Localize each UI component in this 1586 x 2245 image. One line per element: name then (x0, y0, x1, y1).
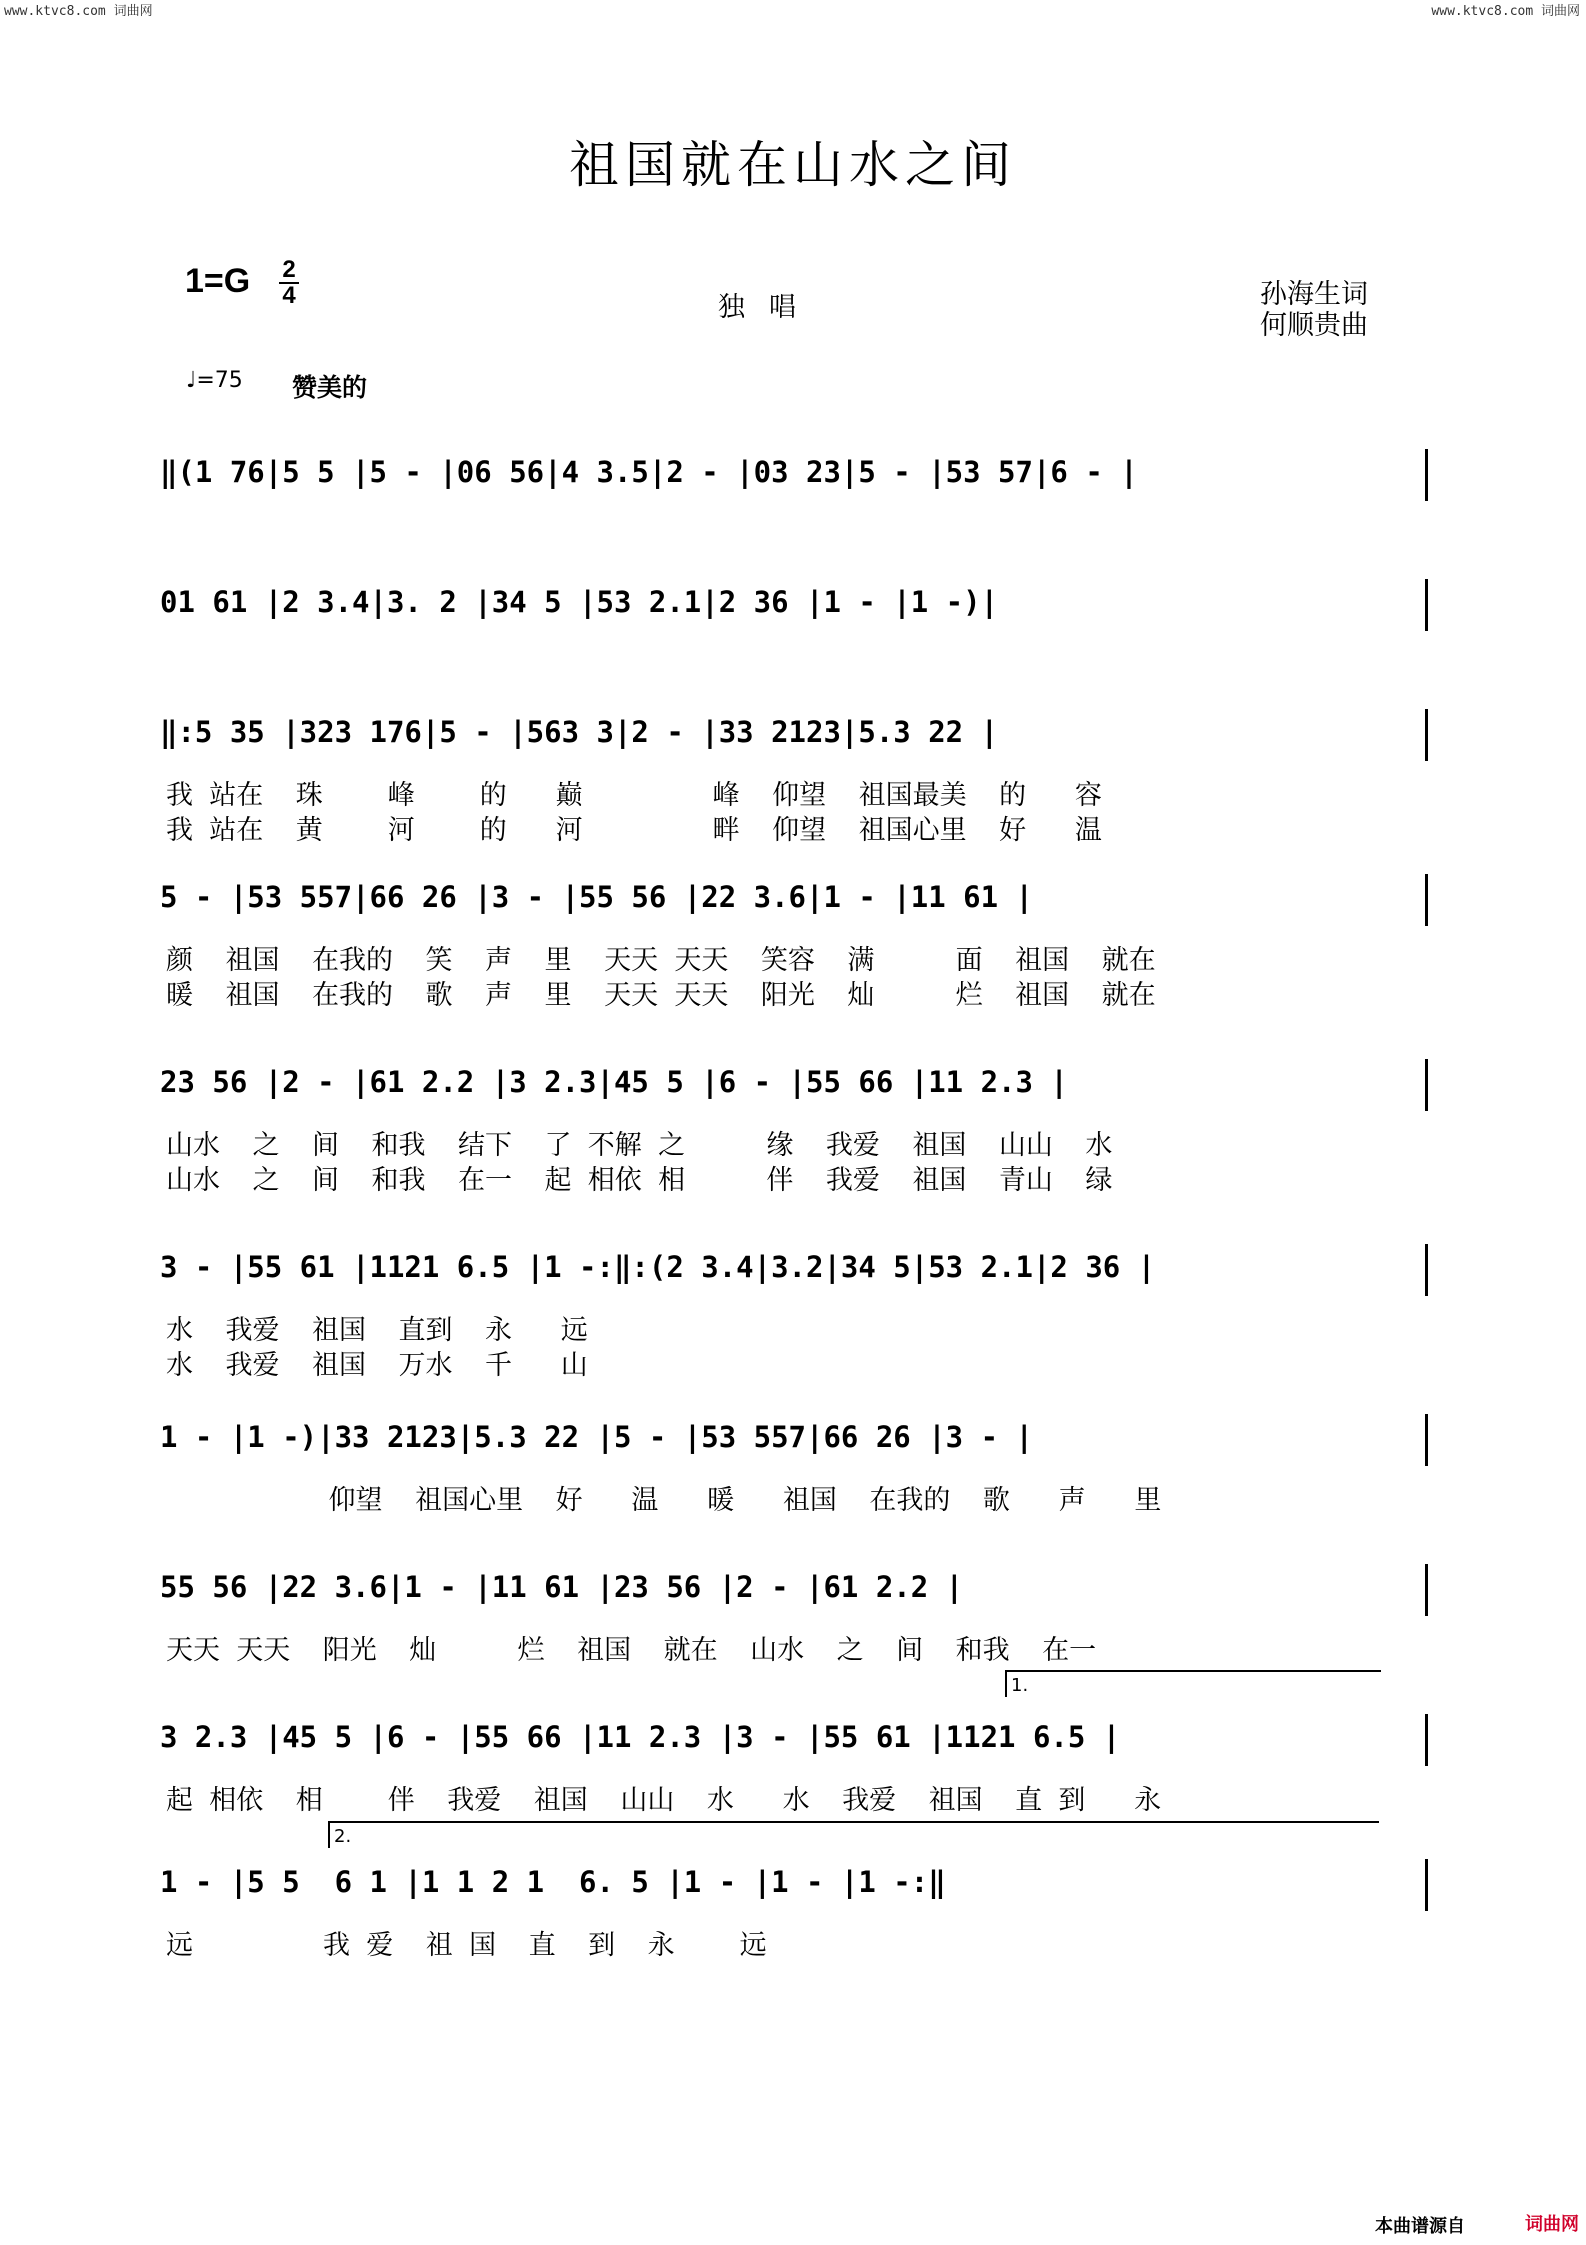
barline (1425, 709, 1428, 761)
notation-line: 5 - |53 557|66 26 |3 - |55 56 |22 3.6|1 - |11 61 | (160, 880, 1033, 914)
notation-line: ‖:5 35 |323 176|5 - |563 3|2 - |33 2123|5.3 22 | (160, 715, 999, 749)
lyric-line-verse-1: 天天 天天 阳光 灿 烂 祖国 就在 山水 之 间 和我 在一 (166, 1635, 1097, 1666)
volta-bracket: 1. (1005, 1670, 1381, 1697)
notation-line: 55 56 |22 3.6|1 - |11 61 |23 56 |2 - |61 2.2 | (160, 1570, 964, 1604)
lyric-line-verse-2: 水 我爱 祖国 万水 千 山 (166, 1350, 588, 1381)
lyric-line-verse-1: 仰望 祖国心里 好 温 暖 祖国 在我的 歌 声 里 (166, 1485, 1162, 1516)
lyric-line-verse-1: 山水 之 间 和我 结下 了 不解 之 缘 我爱 祖国 山山 水 (166, 1130, 1113, 1161)
barline (1425, 1244, 1428, 1296)
expression-marking: 赞美的 (292, 373, 368, 402)
barline (1425, 1564, 1428, 1616)
notation-line: 3 2.3 |45 5 |6 - |55 66 |11 2.3 |3 - |55 61 |1121 6.5 | (160, 1720, 1121, 1754)
lyric-line-verse-1: 起 相依 相 伴 我爱 祖国 山山 水 水 我爱 祖国 直 到 永 (166, 1785, 1162, 1816)
footer-source: 本曲谱源自 (1375, 2216, 1465, 2237)
barline (1425, 579, 1428, 631)
barline (1425, 1059, 1428, 1111)
watermark-right: www.ktvc8.com 词曲网 (1431, 4, 1580, 19)
composer-credit: 何顺贵曲 (1260, 310, 1368, 341)
barline (1425, 1714, 1428, 1766)
notation-line: 1 - |5 5 6 1 |1 1 2 1 6. 5 |1 - |1 - |1 -:‖ (160, 1865, 946, 1899)
footer-site-logo: 词曲网 (1525, 2214, 1579, 2235)
lyric-line-verse-2: 暖 祖国 在我的 歌 声 里 天天 天天 阳光 灿 烂 祖国 就在 (166, 980, 1156, 1011)
watermark-left: www.ktvc8.com 词曲网 (4, 4, 153, 19)
time-signature-top: 2 (282, 256, 296, 283)
song-title: 祖国就在山水之间 (569, 136, 1017, 194)
lyric-line-verse-2: 山水 之 间 和我 在一 起 相依 相 伴 我爱 祖国 青山 绿 (166, 1165, 1113, 1196)
notation-line: 01 61 |2 3.4|3. 2 |34 5 |53 2.1|2 36 |1 - |1 -)| (160, 585, 999, 619)
performance-type: 独唱 (718, 292, 820, 323)
volta-bracket: 2. (328, 1821, 1379, 1848)
notation-line: 23 56 |2 - |61 2.2 |3 2.3|45 5 |6 - |55 66 |11 2.3 | (160, 1065, 1068, 1099)
notation-line: 1 - |1 -)|33 2123|5.3 22 |5 - |53 557|66 26 |3 - | (160, 1420, 1033, 1454)
lyric-line-verse-1: 水 我爱 祖国 直到 永 远 (166, 1315, 588, 1346)
lyricist-credit: 孙海生词 (1260, 279, 1368, 310)
barline (1425, 1859, 1428, 1911)
tempo-marking: ♩=75 (186, 368, 243, 393)
lyric-line-verse-1: 我 站在 珠 峰 的 巅 峰 仰望 祖国最美 的 容 (166, 780, 1102, 811)
key-signature: 1=G (185, 262, 251, 300)
barline (1425, 874, 1428, 926)
barline (1425, 449, 1428, 501)
notation-line: 3 - |55 61 |1121 6.5 |1 -:‖:(2 3.4|3.2|34 5|53 2.1|2 36 | (160, 1250, 1156, 1284)
notation-line: ‖(1 76|5 5 |5 - |06 56|4 3.5|2 - |03 23|5 - |53 57|6 - | (160, 455, 1138, 489)
time-signature (278, 258, 300, 308)
lyric-line-verse-1: 颜 祖国 在我的 笑 声 里 天天 天天 笑容 满 面 祖国 就在 (166, 945, 1156, 976)
lyric-line-verse-1: 远 我 爱 祖 国 直 到 永 远 (166, 1930, 767, 1961)
barline (1425, 1414, 1428, 1466)
time-signature-bottom: 4 (282, 282, 296, 309)
lyric-line-verse-2: 我 站在 黄 河 的 河 畔 仰望 祖国心里 好 温 (166, 815, 1102, 846)
